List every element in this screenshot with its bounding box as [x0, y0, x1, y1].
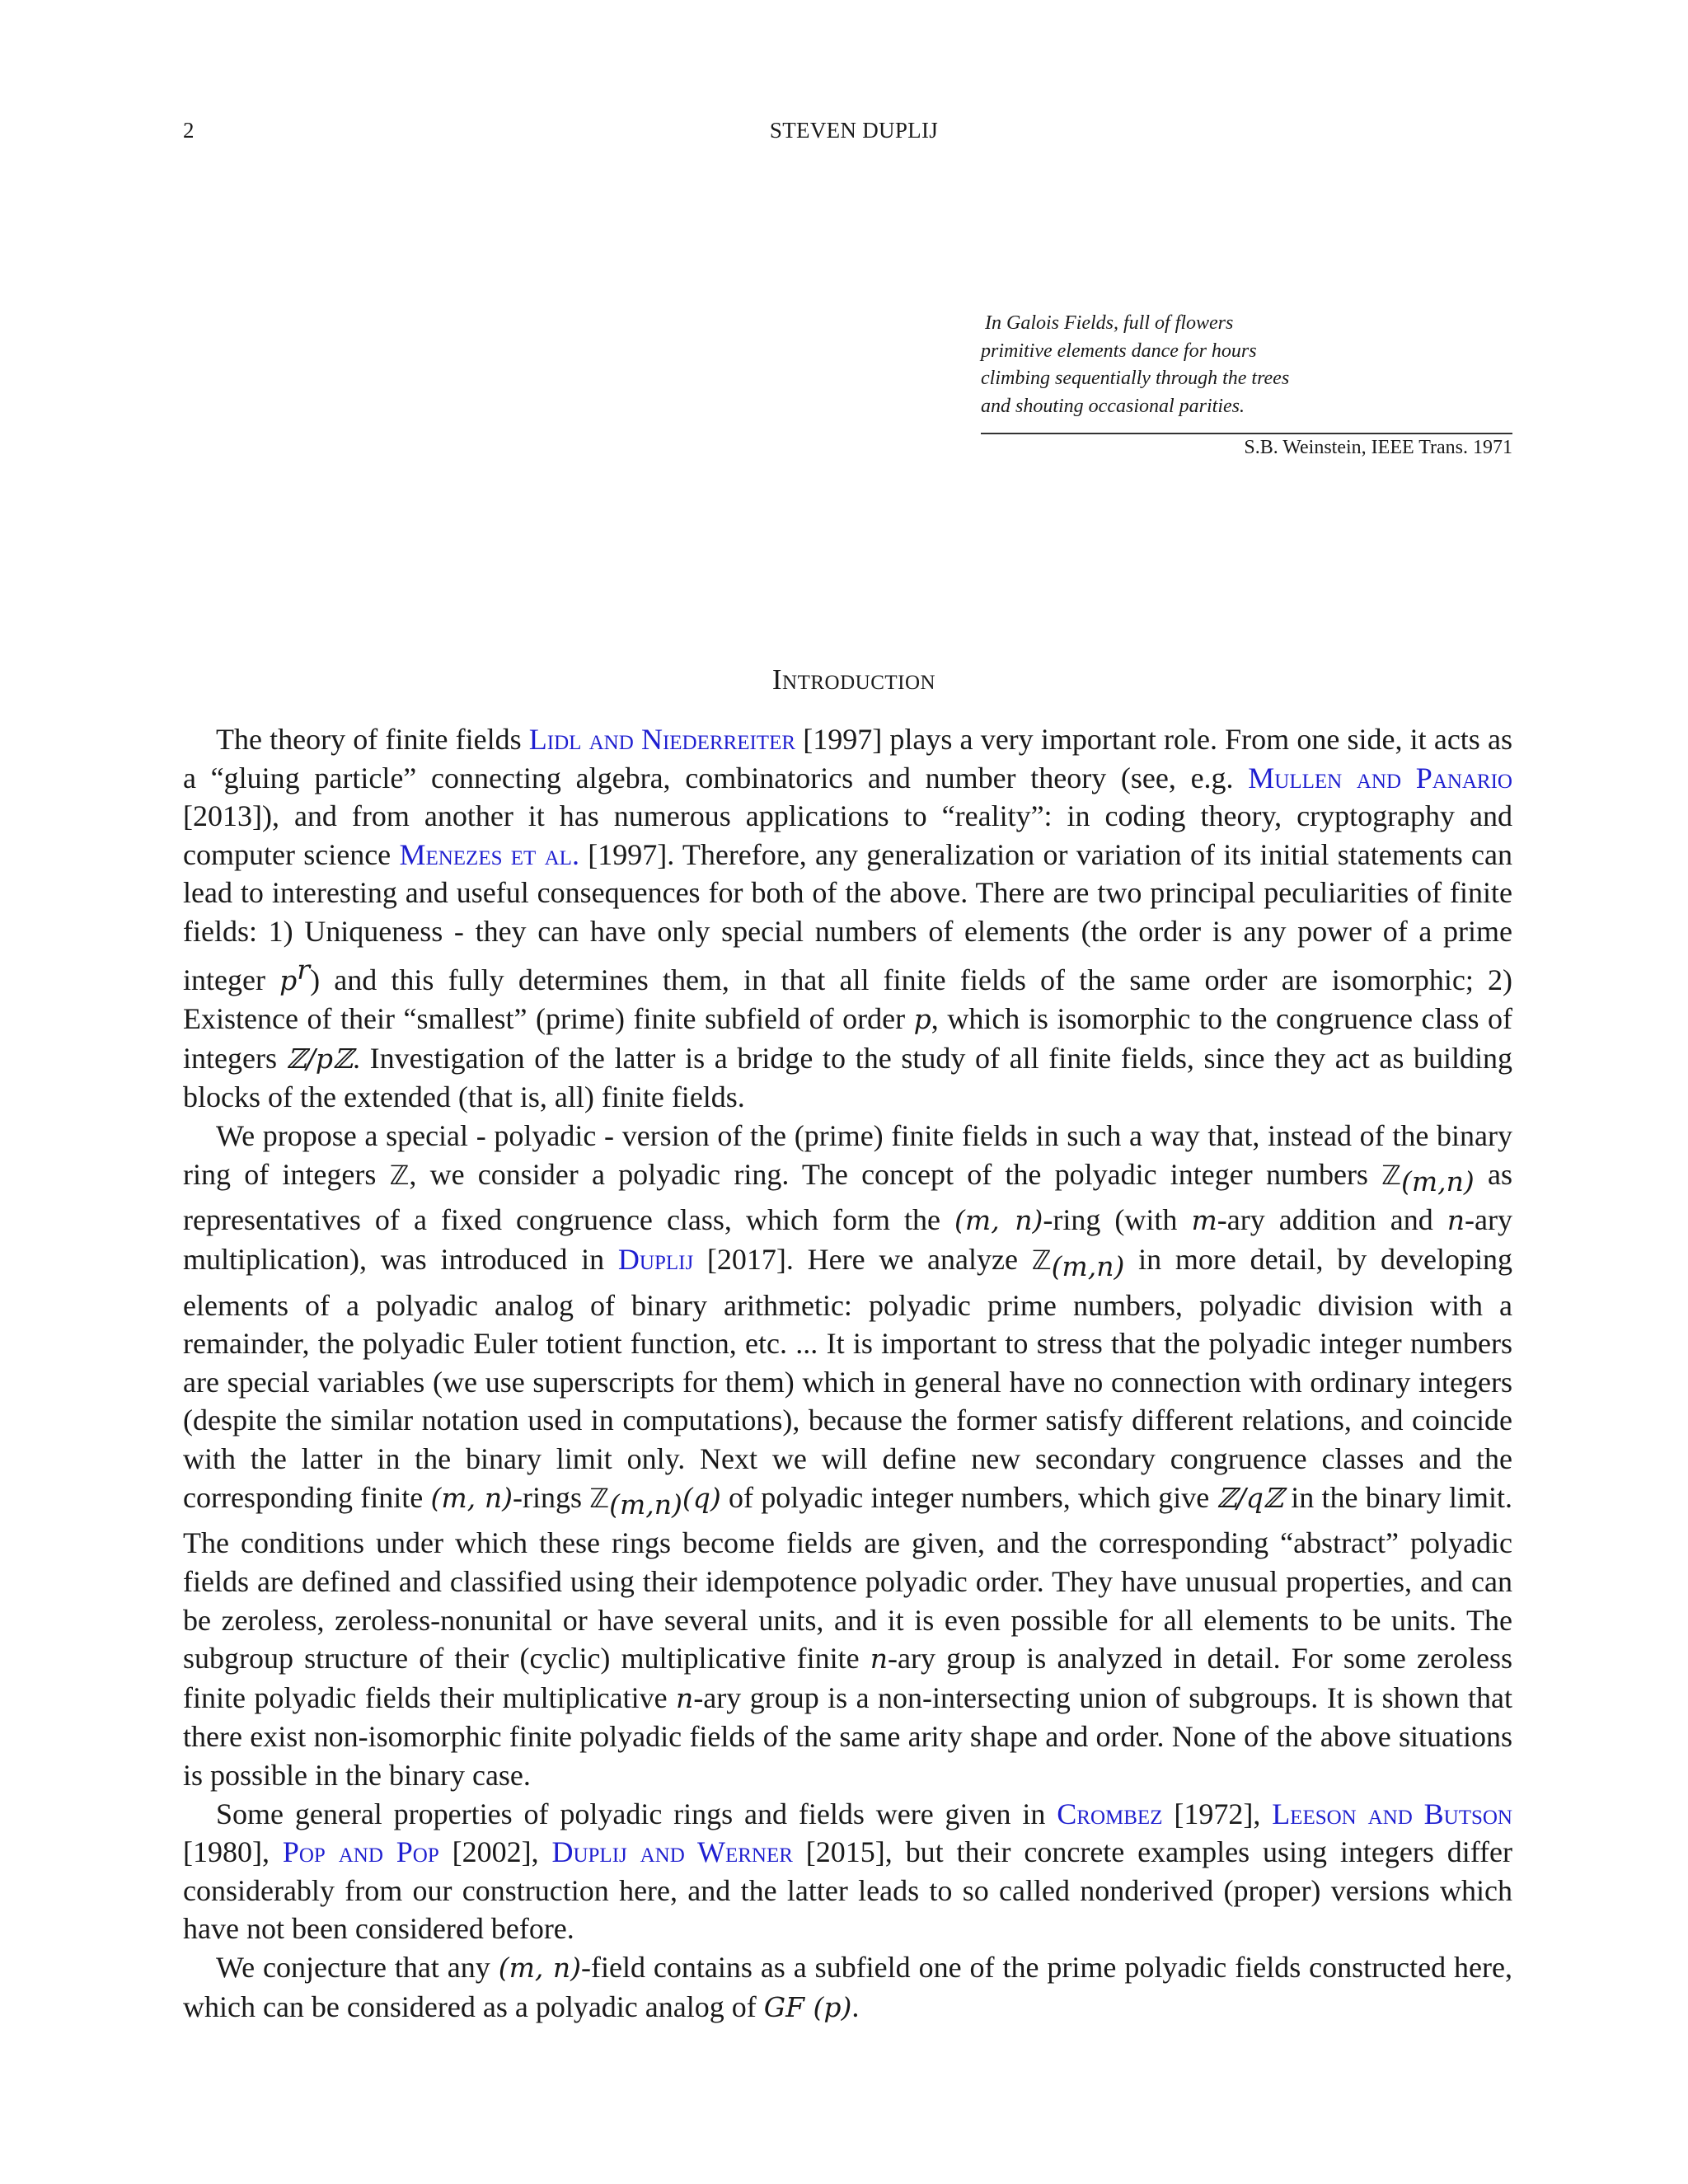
citation-link[interactable]: Lidl and Niederreiter — [528, 723, 796, 756]
math-zmn: ℤ — [1381, 1159, 1401, 1191]
epigraph-poem — [981, 310, 1512, 420]
math-mn: (m, n) — [498, 1951, 581, 1984]
citation-link[interactable]: Pop and Pop — [282, 1835, 439, 1869]
poem-line: In Galois Fields, full of flowers — [985, 312, 1234, 334]
math-zmn: ℤ — [1031, 1244, 1052, 1276]
math-m: m — [1191, 1204, 1217, 1237]
section-title: Introduction — [771, 663, 936, 696]
running-title: STEVEN DUPLIJ — [769, 118, 939, 143]
paragraph-4: We conjecture that any (m, n)-field contains as a subfield one of the prime polyadic fields constructed here, which can be considered as a polyadic analog of GF (p). — [183, 1950, 1512, 2023]
math-zpz: ℤ∕pℤ — [286, 1042, 354, 1075]
math-gfp: GF (p) — [763, 1990, 852, 2023]
poem-line: and shouting occasional parities. — [981, 395, 1245, 417]
math-z: ℤ — [389, 1159, 410, 1191]
citation-link[interactable]: Crombez — [1057, 1797, 1163, 1830]
math-n: n — [1447, 1204, 1465, 1237]
epigraph-rule — [981, 433, 1512, 434]
poem-line: primitive elements dance for hours — [981, 340, 1257, 362]
paragraph-1: The theory of finite fields Lidl and Niederreiter [1997] plays a very important role. From one side, it acts as a “gluing particle” connecting algebra, combinatorics and number theory (see, e.g. Mullen and Panario [2013]), and from another it has numerous applications to “reality”: in coding theory, cryptography and computer science Menezes et al. [1997]. Therefore, any generalization or variation of its initial statements can lead to interesting and useful consequences for both of the above. There are two principal peculiarities of finite fields: 1) Uniqueness - they can have only special numbers of elements (the order is any power of a prime integer $p^r$) and this fully determines them, in that all finite fields of the same order are isomorphic; 2) Existence of their “smallest” (prime) finite subfield of order p, which is isomorphic to the congruence class of integers ℤ∕pℤ. Investigation of the latter is a bridge to the study of all finite fields, since they act as building blocks of the extended (that is, all) finite fields. — [183, 723, 1513, 1114]
math-zmn: ℤ — [589, 1482, 610, 1514]
math-mn: (m, n) — [954, 1204, 1043, 1237]
citation-link[interactable]: Duplij — [617, 1242, 694, 1276]
math-p: p — [279, 963, 298, 996]
page-number: 2 — [183, 118, 195, 143]
math-mn: (m, n) — [430, 1481, 513, 1514]
paragraph-2: We propose a special - polyadic - version of the (prime) finite fields in such a way that, instead of the binary ring of integers ℤ, we consider a polyadic ring. The concept of the polyadic integer numbers ℤ$_{(m,n)}$ as representatives of a fixed congruence class, which form the (m, n)-ring (with m-ary addition and n-ary multiplication), was introduced in Duplij [2017]. Here we analyze ℤ$_{(m,n)}$ in more detail, by developing elements of a polyadic analog of binary arithmetic: polyadic prime numbers, polyadic division with a remainder, the polyadic Euler totient function, etc. ... It is important to stress that the polyadic integer numbers are special variables (we use superscripts for them) which in general have no connection with ordinary integers (despite the similar notation used in computations), because the former satisfy different relations, and coincide with the latter in the binary limit only. Next we will define new secondary congruence classes and the corresponding finite (m, n)-rings ℤ$_{(m,n)}$(q) of polyadic integer numbers, which give ℤ∕qℤ in the binary limit. The conditions under which these rings become fields are given, and the corresponding “abstract” polyadic fields are defined and classified using their idempotence polyadic order. They have unusual properties, and can be zeroless, zeroless-nonunital or have several units, and it is even possible for all elements to be units. The subgroup structure of their (cyclic) multiplicative finite n-ary group is analyzed in detail. For some zeroless finite polyadic fields their multiplicative n-ary group is a non-intersecting union of subgroups. It is shown that there exist non-isomorphic finite polyadic fields of the same arity shape and order. None of the above situations is possible in the binary case. — [183, 1118, 1513, 1792]
math-n: n — [870, 1643, 889, 1675]
citation-link[interactable]: Mullen and Panario — [1248, 761, 1512, 794]
paragraph-3: Some general properties of polyadic rings and fields were given in Crombez [1972], Leeson and Butson [1980], Pop and Pop [2002], Duplij and Werner [2015], but their concrete examples using integers differ considerably from our construction here, and the latter leads to so called nonderived (proper) versions which have not been considered before. — [183, 1797, 1512, 1946]
math-p: p — [913, 1003, 931, 1036]
citation-link[interactable]: Leeson and Butson — [1272, 1797, 1512, 1830]
citation-link[interactable]: Menezes et al. — [399, 837, 579, 871]
body-text — [183, 720, 1512, 2027]
math-n: n — [676, 1681, 694, 1714]
epigraph-attribution: S.B. Weinstein, IEEE Trans. 1971 — [1244, 437, 1512, 458]
math-r: r — [297, 953, 311, 986]
epigraph — [981, 310, 1512, 459]
poem-line: climbing sequentially through the trees — [981, 368, 1290, 389]
page-header — [0, 118, 1688, 151]
citation-link[interactable]: Duplij and Werner — [551, 1835, 793, 1869]
math-zqz: ℤ∕qℤ — [1217, 1481, 1283, 1514]
